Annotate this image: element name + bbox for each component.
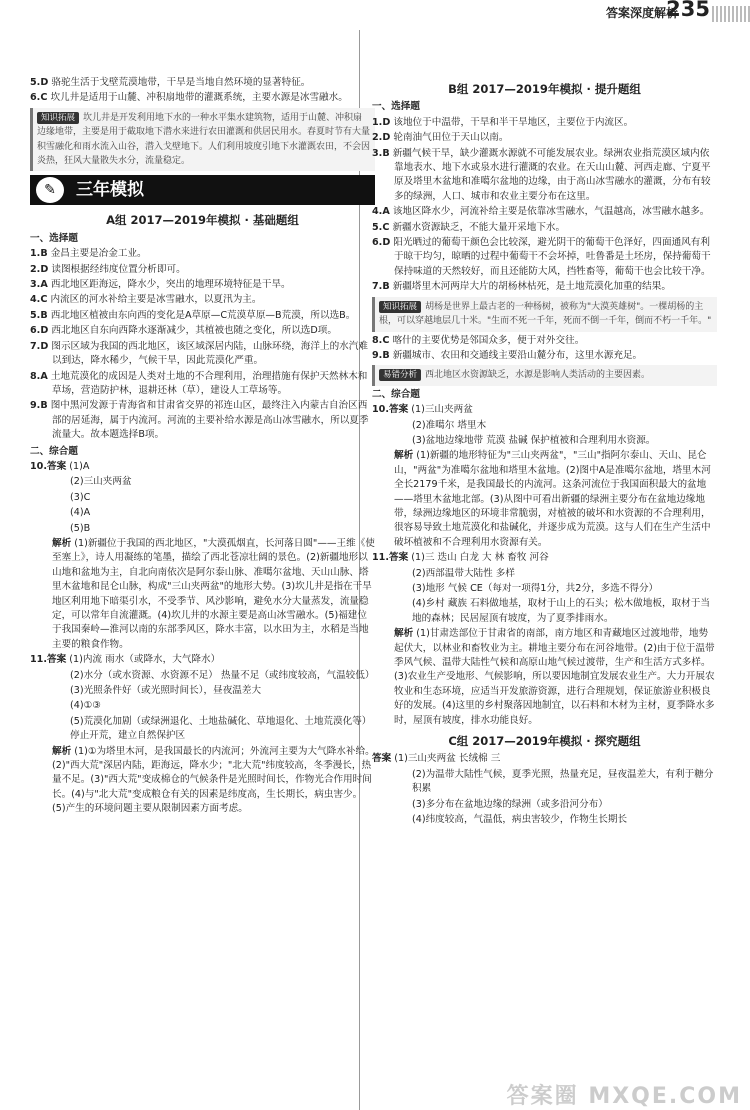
section-banner <box>30 175 375 205</box>
list-item: 8.C 喀什的主要优势是邻国众多，便于对外交往。 <box>372 334 585 346</box>
section-heading: 一、选择题 <box>372 101 420 113</box>
right-column <box>372 76 717 829</box>
answer-line: (2)水分（或水资源、水资源不足） 热量不足（或纬度较高，气温较低） <box>70 669 375 681</box>
book-icon: ✎ <box>36 177 64 203</box>
answer-line: (2)西部温带大陆性 多样 <box>412 567 515 579</box>
knowledge-tip: 知识拓展 胡杨是世界上最古老的一种杨树，被称为"大漠英雄树"。一棵胡杨的主根，可以穿越地层几十米。"生而不死一千年，死而不倒一千年，倒而不朽一千年。" <box>372 297 717 332</box>
answer-block: 答案 (1)三山夹两盆 长绒棉 三 <box>372 753 501 765</box>
list-item: 4.A 该地区降水少，河流补给主要是依靠冰雪融水，气温越高，冰雪融水越多。 <box>372 206 710 218</box>
answer-line: (5)B <box>70 522 91 534</box>
section-heading: 二、综合题 <box>30 445 78 457</box>
analysis-block: 解析 (1)新疆位于我国的西北地区，"大漠孤烟直，长河落日圆"——王维《使至塞上》，诗人用凝练的笔墨，描绘了西北苍凉壮阔的景色。(2)新疆地形以山地和盆地为主，自北向南依次是阿尔泰山脉、准噶尔盆地、天山山脉、塔里木盆地和昆仑山脉，构成"三山夹两盆"的地形大势。(3)坎儿井是指在干旱地区利用地下暗渠引水，不受季节、风沙影响，避免水分大量蒸发，流量稳定，可以常年自流灌溉。(4)坎儿井的水源主要是高山冰雪融水。(5)福建位于我国秦岭—淮河以南的东部季风区，降水丰富，以水田为主，水稻是当地主要的粮食作物。 <box>52 537 375 650</box>
watermark: 答案圈 MXQE.COM <box>506 1083 742 1109</box>
answer-line: (2)三山夹两盆 <box>70 476 132 488</box>
section-heading: 一、选择题 <box>30 232 78 244</box>
section-heading: 二、综合题 <box>372 388 420 400</box>
answer-line: (3)地形 气候 CE（每对一项得1分，共2分，多选不得分） <box>412 583 659 594</box>
list-item: 9.B 新疆城市、农田和交通线主要沿山麓分布，这里水源充足。 <box>372 349 643 361</box>
tip-tag: 知识拓展 <box>37 112 79 124</box>
page-number: 235 <box>666 0 710 21</box>
list-item: 7.D 图示区域为我国的西北地区，该区域深居内陆，山脉环绕，海洋上的水汽难以到达，降水稀少，气候干旱，因此荒漠化严重。 <box>30 340 368 367</box>
tip-tag: 易错分析 <box>379 369 421 381</box>
answer-line: (3)盆地边缘地带 荒漠 盐碱 保护植被和合理利用水资源。 <box>412 434 656 446</box>
list-item: 7.B 新疆塔里木河两岸大片的胡杨林枯死，是土地荒漠化加重的结果。 <box>372 281 671 293</box>
answer-block: 11.答案 (1)内流 雨水（或降水，大气降水） <box>30 654 221 666</box>
answer-line: (3)光照条件好（或光照时间长），昼夜温差大 <box>70 685 262 697</box>
list-item: 1.D 该地位于中温带，干旱和半干旱地区，主要位于内流区。 <box>372 116 634 128</box>
answer-line: (4)乡村 藏族 石料做地基，取材于山上的石头；松木做地板，取材于当地的森林；民居屋顶有坡度，为了夏季排雨水。 <box>412 598 710 624</box>
list-item: 1.B 金昌主要是冶金工业。 <box>30 248 147 260</box>
group-b-title: B组 2017—2019年模拟 · 提升题组 <box>448 82 641 96</box>
list-item: 4.C 内流区的河水补给主要是冰雪融水，以夏汛为主。 <box>30 294 262 306</box>
answer-line: (3)多分布在盆地边缘的绿洲（或多沿河分布） <box>412 798 608 810</box>
header-title: 答案深度解析 <box>605 6 678 20</box>
answer-block: 11.答案 (1)三 迭山 白龙 大 林 畜牧 河谷 <box>372 552 549 564</box>
list-item: 6.D 西北地区自东向西降水逐渐减少，其植被也随之变化，所以选D项。 <box>30 325 337 337</box>
knowledge-tip: 知识拓展 坎儿井是开发利用地下水的一种水平集水建筑物，适用于山麓、冲积扇边缘地带，主要是用于截取地下潜水来进行农田灌溉和供居民用水。春夏时节有大量积雪融化和雨水流入山谷，潜入戈壁地下。人们利用坡度引地下水灌溉农田，不会因炎热，狂风大量散失水分，流量稳定。 <box>30 108 375 172</box>
analysis-block: 解析 (1)新疆的地形特征为"三山夹两盆"，"三山"指阿尔泰山、天山、昆仑山，"两盆"为准噶尔盆地和塔里木盆地。(2)图中A是准噶尔盆地，塔里木河全长2179千米，是我国最长的内流河。这条河流位于我国面积最大的盆地——塔里木盆地北部。(3)从图中可看出新疆的绿洲主要分布在盆地边缘地带，绿洲边缘地区的环境非常脆弱，对植被的破坏和水资源的不合理利用，很容易导致土地荒漠化和盐碱化，并逐步成为荒漠。这与人们在生产生活中破坏植被和不合理利用水资源有关。 <box>394 450 711 548</box>
list-item: 2.D 轮南油气田位于天山以南。 <box>372 132 509 144</box>
analysis-block: 解析 (1)①为塔里木河，是我国最长的内流河；外流河主要为大气降水补给。(2)"西大荒"深居内陆，距海远，降水少；"北大荒"纬度较高，冬季漫长，热量不足。(3)"西大荒"变成棉仓的气候条件是光照时间长，作物光合作用时间长。(4)与"北大荒"变成粮仓有关的因素是纬度高，生长期长，病虫害少。(5)产生的环境问题主要从限制因素方面考虑。 <box>52 745 375 815</box>
list-item: 6.C 坎儿井是适用于山麓、冲积扇地带的灌溉系统，主要水源是冰雪融水。 <box>30 92 348 104</box>
answer-line: (2)为温带大陆性气候，夏季光照，热量充足，昼夜温差大，有利于糖分积累 <box>412 768 714 795</box>
answer-line: (4)纬度较高，气温低，病虫害较少，作物生长期长 <box>412 814 628 826</box>
list-item: 8.A 土地荒漠化的成因是人类对土地的不合理利用，治理措施有保护天然林木和草场，营造防护林，退耕还林（草），建设人工草场等。 <box>30 370 368 396</box>
answer-block: 10.答案 (1)A <box>30 460 90 472</box>
page-header <box>0 0 750 28</box>
answer-line: (4)①③ <box>70 700 101 712</box>
group-a-title: A组 2017—2019年模拟 · 基础题组 <box>106 213 299 228</box>
list-item: 3.A 西北地区距海远，降水少，突出的地理环境特征是干旱。 <box>30 279 291 291</box>
list-item: 2.D 读图根据经纬度位置分析即可。 <box>30 263 186 275</box>
header-decoration <box>712 6 750 22</box>
analysis-block: 解析 (1)甘肃迭部位于甘肃省的南部，南方地区和青藏地区过渡地带，地势起伏大，以林业和畜牧业为主。耕地主要分布在河谷地带。(2)由于位于温带季风气候、温带大陆性气候和高原山地气候过渡带，生产和生活方式多样。(3)农业生产受地形、气候影响，所以要因地制宜发展农业生产。大力开展农牧业和生态环境，应适当开发旅游资源，进行合理规划，保证旅游业积极良好的发展。(4)这里的乡村聚落因地制宜，以石料和木材为主材，夏季降水多时，屋顶有坡度，排水功能良好。 <box>394 628 715 726</box>
answer-line: (4)A <box>70 507 91 519</box>
answer-block: 10.答案 (1)三山夹两盆 <box>372 404 473 416</box>
group-c-title: C组 2017—2019年模拟 · 探究题组 <box>448 734 641 749</box>
list-item: 3.B 新疆气候干旱，缺少灌溉水源就不可能发展农业。绿洲农业指荒漠区域内依靠地表水、地下水或泉水进行灌溉的农业。在天山山麓、河西走廊、宁夏平原及塔里木盆地和准噶尔盆地的边缘，由于高山冰雪融水的灌溉，分布有较多的绿洲，人口、城市和农业主要分布在这里。 <box>372 147 711 202</box>
list-item: 5.D 骆驼生活于戈壁荒漠地带，干旱是当地自然环境的显著特征。 <box>30 77 311 88</box>
banner-label: 三年模拟 <box>76 180 144 201</box>
tip-tag: 知识拓展 <box>379 301 421 313</box>
answer-line: (3)C <box>70 491 91 503</box>
list-item: 5.C 新疆水资源缺乏，不能大量开采地下水。 <box>372 221 566 233</box>
list-item: 5.B 西北地区植被由东向西的变化是A草原—C荒漠草原—B荒漠，所以选B。 <box>30 309 356 321</box>
left-column <box>30 76 375 818</box>
list-item: 6.D 阳光晒过的葡萄干颜色会比较深，避光阴干的葡萄干色泽好，四面通风有利于晾干均匀，晾晒的过程中葡萄干不会坏掉，吐鲁番是土坯房，保持葡萄干保持味道的天然较好，而且还能防大风，挡牲畜等，葡萄干也会比较干净。 <box>372 237 711 277</box>
error-tip: 易错分析 西北地区水资源缺乏，水源是影响人类活动的主要因素。 <box>372 365 717 385</box>
list-item: 9.B 图中黑河发源于青海省和甘肃省交界的祁连山区，最终注入内蒙古自治区西部的居延海，属于内流河。河流的主要补给水源是高山冰雪融水，所以夏季流量大。故本题选择B项。 <box>30 400 369 441</box>
answer-line: (5)荒漠化加剧（或绿洲退化、土地盐碱化、草地退化、土地荒漠化等） 停止开荒，建立自然保护区 <box>70 715 372 742</box>
answer-line: (2)准噶尔 塔里木 <box>412 419 487 431</box>
